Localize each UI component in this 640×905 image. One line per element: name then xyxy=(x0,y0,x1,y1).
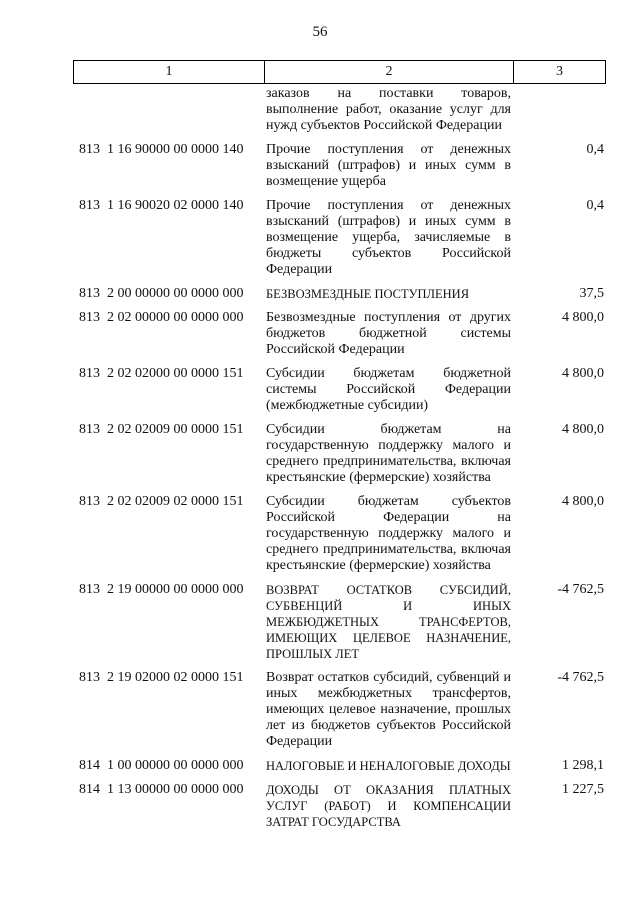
name-cell: ВОЗВРАТ ОСТАТКОВ СУБСИДИЙ, СУБВЕНЦИЙ И ИНЫХ МЕЖБЮДЖЕТНЫХ ТРАНСФЕРТОВ, ИМЕЮЩИХ ЦЕЛЕВОЕ НАЗНАЧЕНИЕ, ПРОШЛЫХ ЛЕТ xyxy=(266,583,511,661)
code-cell: 813 2 02 00000 00 0000 000 xyxy=(79,310,244,325)
name-cell: Прочие поступления от денежных взысканий (штрафов) и иных сумм в возмещение ущерба, зачисляемые в бюджеты субъектов Российской Федерации xyxy=(266,198,511,277)
code-cell xyxy=(73,86,266,134)
name-cell: НАЛОГОВЫЕ И НЕНАЛОГОВЫЕ ДОХОДЫ xyxy=(266,759,511,773)
table-row xyxy=(73,86,606,134)
code-cell: 813 2 02 02009 02 0000 151 xyxy=(79,494,244,509)
column-header-1: 1 xyxy=(74,61,265,83)
name-cell: Безвозмездные поступления от других бюджетов бюджетной системы Российской Федерации xyxy=(266,310,511,357)
value-cell: 4 800,0 xyxy=(562,310,604,325)
value-cell: -4 762,5 xyxy=(557,582,604,597)
value-cell: 4 800,0 xyxy=(562,422,604,437)
page-number: 56 xyxy=(312,24,328,40)
value-cell: 0,4 xyxy=(586,142,604,157)
table-row xyxy=(73,198,606,278)
code-cell: 813 2 02 02009 00 0000 151 xyxy=(79,422,244,437)
name-cell: БЕЗВОЗМЕЗДНЫЕ ПОСТУПЛЕНИЯ xyxy=(266,287,470,301)
table-row xyxy=(73,582,606,662)
table-row xyxy=(73,142,606,190)
value-cell: 0,4 xyxy=(586,198,604,213)
code-cell: 814 1 13 00000 00 0000 000 xyxy=(79,782,244,797)
name-cell: Прочие поступления от денежных взысканий (штрафов) и иных сумм в возмещение ущерба xyxy=(266,142,511,189)
table-row xyxy=(73,310,606,358)
value-cell: 4 800,0 xyxy=(562,366,604,381)
table-row xyxy=(73,366,606,414)
value-cell: 4 800,0 xyxy=(562,494,604,509)
table-row xyxy=(73,670,606,750)
value-cell: 1 298,1 xyxy=(562,758,604,773)
table-row xyxy=(73,782,606,830)
code-cell: 813 1 16 90000 00 0000 140 xyxy=(79,142,244,157)
table-row xyxy=(73,494,606,574)
code-cell: 813 2 00 00000 00 0000 000 xyxy=(79,286,244,301)
value-cell: 1 227,5 xyxy=(562,782,604,797)
name-cell: Субсидии бюджетам субъектов Российской Федерации на государственную поддержку малого и среднего предпринимательства, включая крестьянские (фермерские) хозяйства xyxy=(266,494,511,573)
code-cell: 813 2 02 02000 00 0000 151 xyxy=(79,366,244,381)
table-row xyxy=(73,422,606,486)
table-row xyxy=(73,758,606,774)
name-cell: Субсидии бюджетам на государственную поддержку малого и среднего предпринимательства, включая крестьянские (фермерские) хозяйства xyxy=(266,422,511,485)
name-cell: заказов на поставки товаров, выполнение работ, оказание услуг для нужд субъектов Российской Федерации xyxy=(266,86,511,133)
table-body xyxy=(73,86,606,830)
value-cell: -4 762,5 xyxy=(557,670,604,685)
value-cell xyxy=(511,86,606,134)
table-row xyxy=(73,286,606,302)
value-cell: 37,5 xyxy=(579,286,604,301)
name-cell: Субсидии бюджетам бюджетной системы Российской Федерации (межбюджетные субсидии) xyxy=(266,366,511,413)
code-cell: 813 1 16 90020 02 0000 140 xyxy=(79,198,244,213)
code-cell: 813 2 19 00000 00 0000 000 xyxy=(79,582,244,597)
name-cell: Возврат остатков субсидий, субвенций и иных межбюджетных трансфертов, имеющих целевое назначение, прошлых лет из бюджетов субъектов Российской Федерации xyxy=(266,670,511,749)
table-header xyxy=(73,60,606,84)
code-cell: 814 1 00 00000 00 0000 000 xyxy=(79,758,244,773)
column-header-3: 3 xyxy=(556,64,563,79)
name-cell: ДОХОДЫ ОТ ОКАЗАНИЯ ПЛАТНЫХ УСЛУГ (РАБОТ) И КОМПЕНСАЦИИ ЗАТРАТ ГОСУДАРСТВА xyxy=(266,783,511,829)
column-header-2: 2 xyxy=(265,61,514,83)
code-cell: 813 2 19 02000 02 0000 151 xyxy=(79,670,244,685)
